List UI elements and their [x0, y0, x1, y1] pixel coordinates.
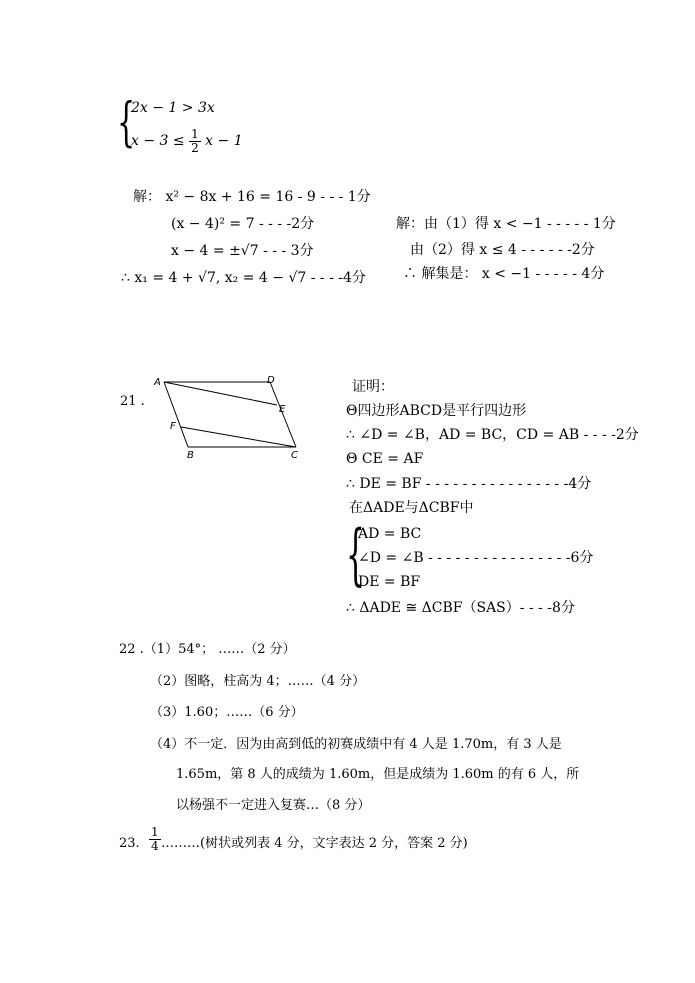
segment-fc [181, 427, 296, 447]
inequality-line-3: ∴ 解集是： x < −1 - - - - - 4分 [403, 266, 605, 282]
question-21-number: 21 . [120, 394, 145, 409]
side-ba [164, 382, 188, 447]
q22-line-6: 以杨强不一定进入复赛…（8 分） [176, 798, 371, 813]
q23-fraction: $\frac{1}{4}$ [151, 825, 159, 853]
proof-line-1: 证明： [352, 379, 394, 395]
inequality-line-1: 解：由（1）得 x < −1 - - - - - 1分 [396, 216, 616, 232]
label-b: B [187, 450, 194, 461]
q22-line-5: 1.65m，第 8 人的成绩为 1.60m，但是成绩为 1.60m 的有 6 人，所 [176, 767, 580, 782]
quadratic-line-2: (x − 4)² = 7 - - - -2分 [171, 216, 315, 232]
label-d: D [267, 375, 275, 386]
system-line-2-left: x − 3 ≤ [131, 133, 185, 150]
q22-line-1: 22 .（1）54°； ……（2 分） [119, 642, 296, 657]
label-e: E [279, 404, 286, 415]
proof-conclusion: ∴ ΔADE ≅ ΔCBF（SAS）- - - -8分 [346, 600, 575, 616]
system-line-2-right: x − 1 [205, 133, 243, 150]
proof-line-2: Θ四边形ABCD是平行四边形 [346, 403, 527, 419]
label-c: C [291, 450, 298, 461]
proof-line-5: ∴ DE = BF - - - - - - - - - - - - - - - -4分 [346, 476, 592, 492]
brace-line-1: AD = BC [358, 526, 422, 542]
proof-line-3: ∴ ∠D = ∠B，AD = BC，CD = AB - - - -2分 [346, 427, 639, 443]
proof-brace: { [346, 516, 365, 593]
q22-line-3: （3）1.60；……（6 分） [150, 705, 304, 720]
q22-line-4: （4）不一定．因为由高到低的初赛成绩中有 4 人是 1.70m，有 3 人是 [150, 737, 562, 752]
quadratic-line-4: ∴ x₁ = 4 + √7, x₂ = 4 − √7 - - - -4分 [121, 270, 366, 286]
parallelogram-figure [150, 372, 310, 462]
segment-ae [164, 382, 277, 405]
q22-line-2: （2）图略，柱高为 4；……（4 分） [150, 674, 366, 689]
system-line-1: 2x − 1 > 3x [131, 100, 215, 116]
system-line-2 [131, 128, 243, 154]
q23-text: ………(树状或列表 4 分，文字表达 2 分，答案 2 分) [161, 836, 468, 851]
brace-line-3: DE = BF [358, 574, 421, 590]
system-brace: { [117, 93, 136, 153]
quadratic-line-1: 解： x² − 8x + 16 = 16 - 9 - - - 1分 [133, 189, 371, 205]
inequality-line-2: 由（2）得 x ≤ 4 - - - - - -2分 [410, 242, 595, 258]
proof-line-4: Θ CE = AF [346, 451, 424, 467]
label-f: F [170, 421, 176, 432]
proof-line-6: 在ΔADE与ΔCBF中 [349, 500, 474, 516]
brace-line-2: ∠D = ∠B - - - - - - - - - - - - - - - -6分 [358, 550, 594, 566]
system-fraction: $\frac{1}{2}$ [191, 127, 199, 155]
label-a: A [154, 377, 161, 388]
quadratic-line-3: x − 4 = ±√7 - - - 3分 [171, 243, 314, 259]
q23-number: 23. [119, 836, 140, 851]
